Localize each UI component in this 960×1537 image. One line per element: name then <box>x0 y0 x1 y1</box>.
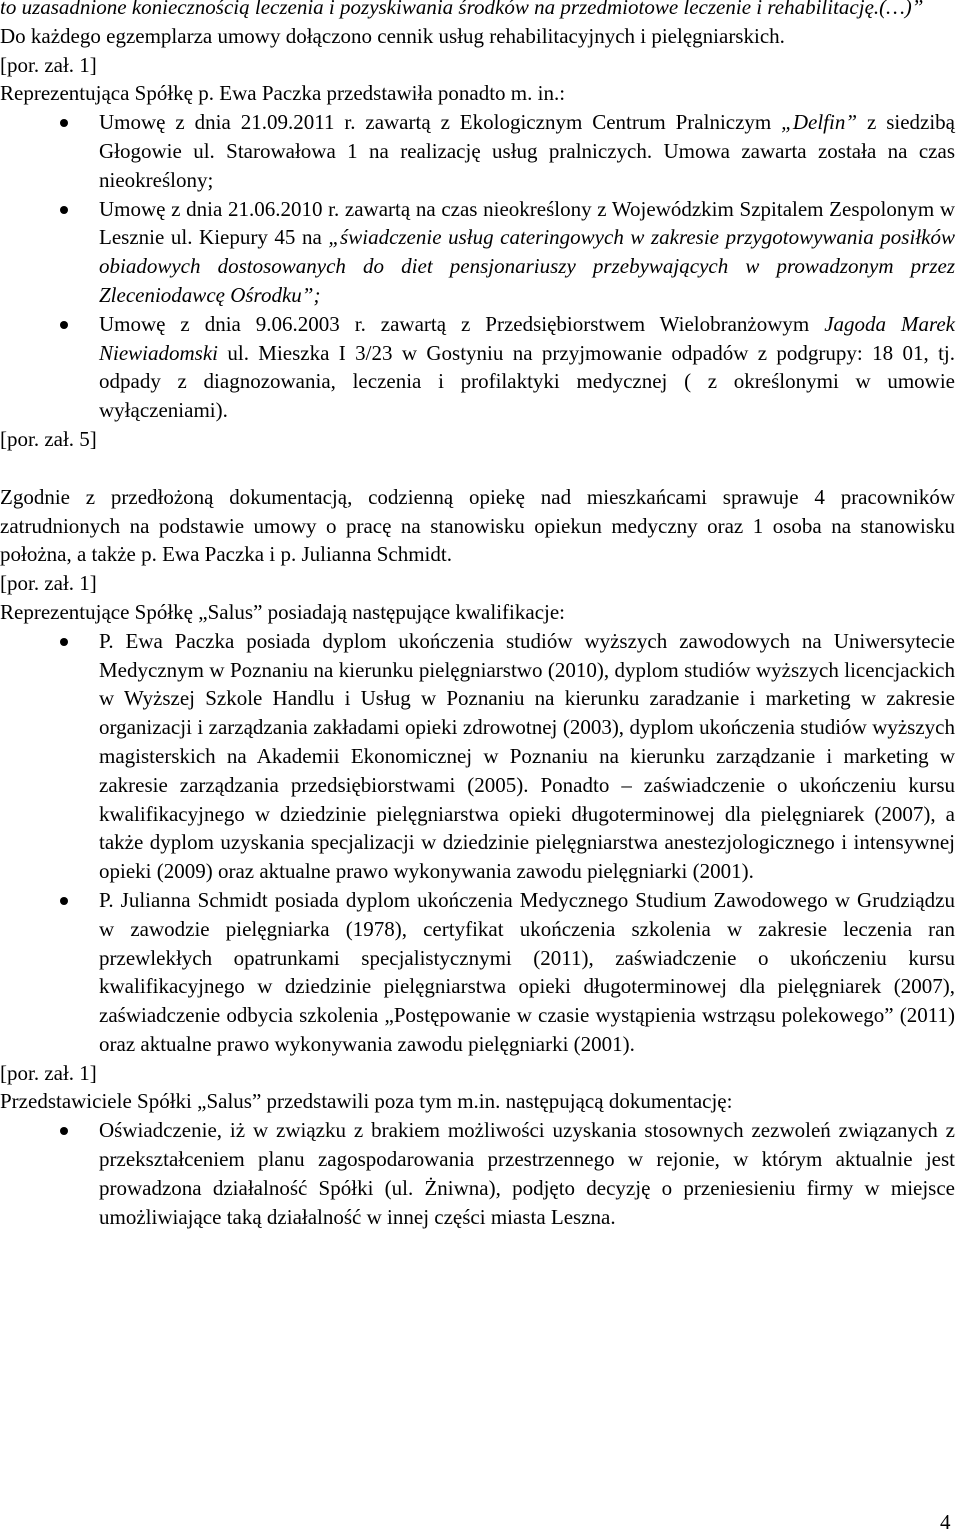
staff-paragraph: Zgodnie z przedłożoną dokumentacją, codzienną opiekę nad mieszkańcami sprawuje 4 pracowników zatrudnionych na podstawie umowy o pracę na stanowisku opiekun medyczny oraz 1 osoba na stanowisku położna, a także p. Ewa Paczka i p. Julianna Schmidt. <box>0 484 955 567</box>
documents-list <box>0 1116 955 1231</box>
list-item: Umowę z dnia 21.06.2010 r. zawartą na czas nieokreślony z Wojewódzkim Szpitalem Zespolonym w Lesznie ul. Kiepury 45 na „świadczenie usług cateringowych w zakresie przygotowywania posiłków obiadowych dostosowanych do diet pensjonariuszy przebywających w prowadzonym przez Zleceniodawcę Ośrodku”; <box>0 195 955 310</box>
reference-attachment-5: [por. zał. 5] <box>0 426 97 451</box>
reference-attachment-1: [por. zał. 1] <box>0 571 97 596</box>
list-item: Oświadczenie, iż w związku z brakiem możliwości uzyskania stosownych zezwoleń związanych z przekształceniem planu zagospodarowania przestrzennego w rejonie, w którym aktualnie jest prowadzona działalność Spółki (ul. Żniwna), podjęto decyzję o przeniesieniu firmy w miejsce umożliwiające taką działalność w innej części miasta Leszna. <box>0 1116 955 1231</box>
documents-intro: Przedstawiciele Spółki „Salus” przedstawili poza tym m.in. następującą dokumentację: <box>0 1089 733 1114</box>
bullet-icon <box>60 638 68 646</box>
intro-representative: Reprezentująca Spółkę p. Ewa Paczka przedstawiła ponadto m. in.: <box>0 81 566 106</box>
intro-quote-end: to uzasadnione koniecznością leczenia i pozyskiwania środków na przedmiotowe leczenie i rehabilitację.(…)” <box>0 0 924 19</box>
bullet-icon <box>60 1127 68 1135</box>
intro-price-list: Do każdego egzemplarza umowy dołączono cennik usług rehabilitacyjnych i pielęgniarskich. <box>0 23 785 48</box>
bullet-icon <box>60 897 68 905</box>
qualifications-intro: Reprezentujące Spółkę „Salus” posiadają następujące kwalifikacje: <box>0 599 566 624</box>
reference-attachment-1: [por. zał. 1] <box>0 52 97 77</box>
bullet-icon <box>60 321 68 329</box>
list-item: P. Julianna Schmidt posiada dyplom ukończenia Medycznego Studium Zawodowego w Grudziądzu w zawodzie pielęgniarka (1978), certyfikat ukończenia szkolenia w zakresie leczenia ran przewlekłych opatrunkami specjalistycznymi (2011), zaświadczenie o ukończeniu kursu kwalifikacyjnego w dziedzinie pielęgniarstwa opieki długoterminowej dla pielęgniarek (2007), zaświadczenie odbycia szkolenia „Postępowanie w czasie wystąpienia wstrząsu polekowego” (2011) oraz aktualne prawo wykonywania zawodu pielęgniarki (2001). <box>0 886 955 1059</box>
list-item: P. Ewa Paczka posiada dyplom ukończenia studiów wyższych zawodowych na Uniwersytecie Medycznym w Poznaniu na kierunku pielęgniarstwo (2010), dyplom studiów wyższych licencjackich w Wyższej Szkole Handlu i Usług w Poznaniu na kierunku zaradzanie i marketing w zakresie organizacji i zarządzania zakładami opieki zdrowotnej (2003), dyplom ukończenia studiów wyższych magisterskich na Akademii Ekonomicznej w Poznaniu na kierunku zarządzanie i marketing w zakresie zarządzania przedsiębiorstwami (2005). Ponadto – zaświadczenie o ukończeniu kursu kwalifikacyjnego w dziedzinie pielęgniarstwa opieki długoterminowej dla pielęgniarek (2007), a także dyplom uzyskania specjalizacji w dziedzinie pielęgniarstwa anestezjologicznego i intensywnej opieki (2009) oraz aktualne prawo wykonywania zawodu pielęgniarki (2001). <box>0 627 955 886</box>
bullet-icon <box>60 119 68 127</box>
contracts-list <box>0 108 955 425</box>
list-item: Umowę z dnia 21.09.2011 r. zawartą z Ekologicznym Centrum Pralniczym „Delfin” z siedzibą Głogowie ul. Starowałowa 1 na realizację usług pralniczych. Umowa zawarta została na czas nieokreślony; <box>0 108 955 194</box>
qualifications-list <box>0 627 955 1059</box>
list-item: Umowę z dnia 9.06.2003 r. zawartą z Przedsiębiorstwem Wielobranżowym Jagoda Marek Niewiadomski ul. Mieszka I 3/23 w Gostyniu na przyjmowanie odpadów z podgrupy: 18 01, tj. odpady z diagnozowania, leczenia i profilaktyki medycznej ( z określonymi w umowie wyłączeniami). <box>0 310 955 425</box>
spacer <box>0 454 955 483</box>
reference-attachment-1: [por. zał. 1] <box>0 1060 97 1085</box>
page-number: 4 <box>940 1510 951 1534</box>
bullet-icon <box>60 206 68 214</box>
